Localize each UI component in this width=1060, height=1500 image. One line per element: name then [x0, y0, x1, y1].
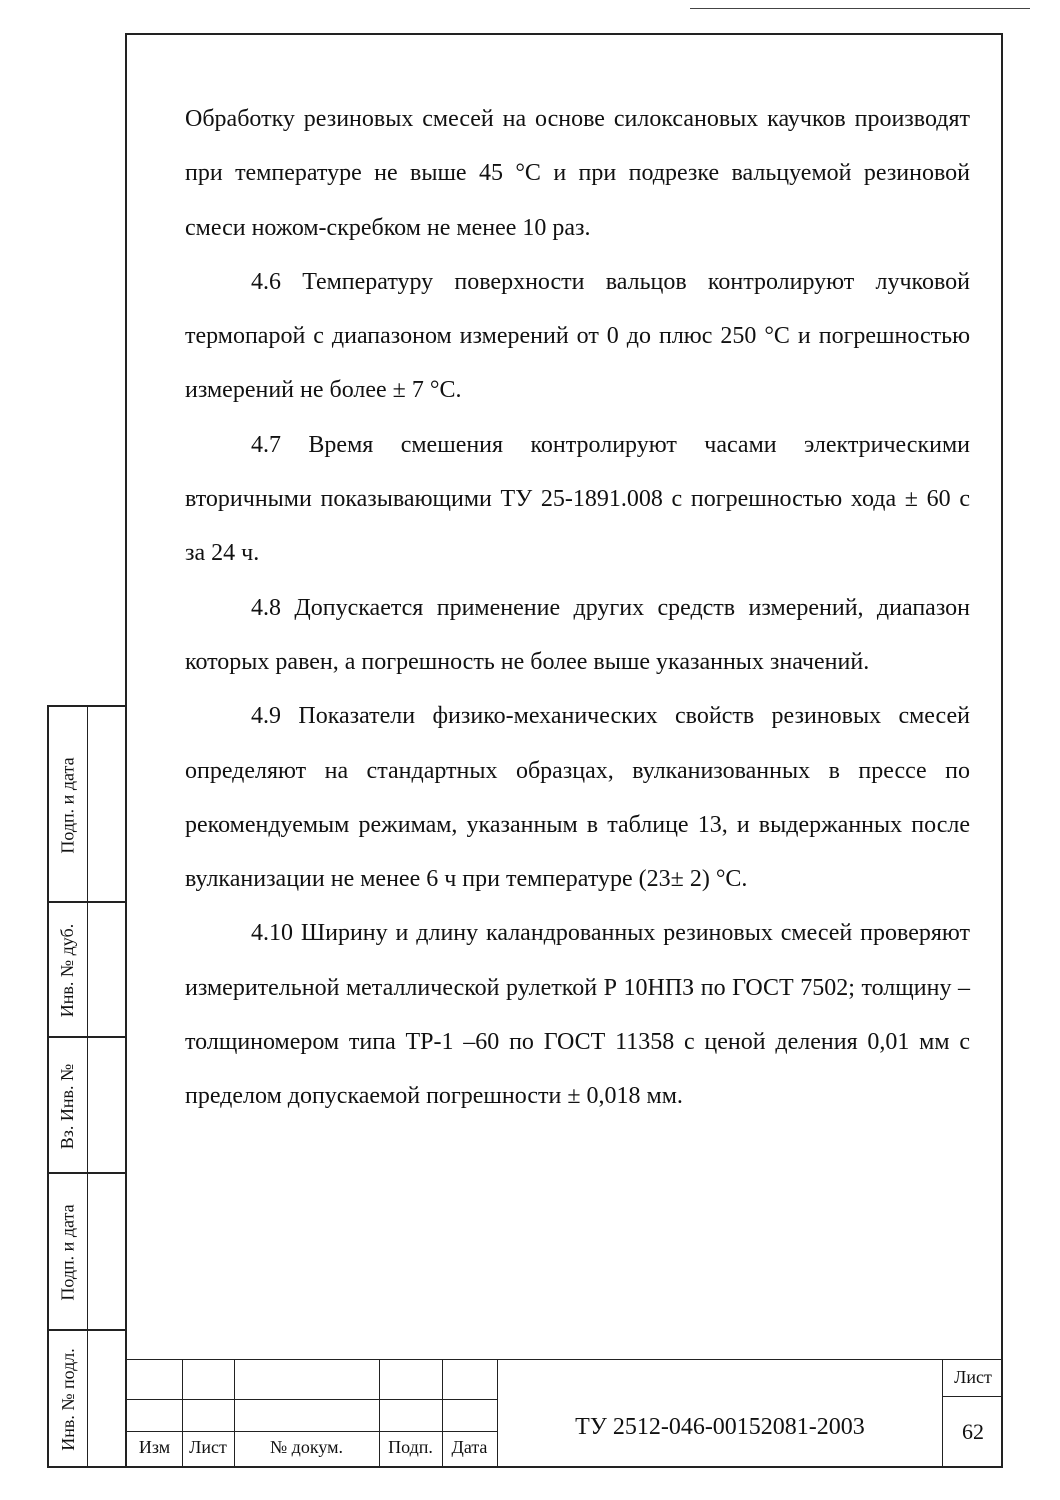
tb-line: [942, 1396, 1001, 1397]
tb-line: [127, 1359, 1001, 1360]
stamp-label: Вз. Инв. №: [57, 1063, 78, 1149]
stamp-label: Подп. и дата: [57, 756, 78, 854]
document-code: ТУ 2512-046-00152081-2003: [575, 1414, 865, 1440]
stamp-cell-inv-dub: [49, 903, 87, 1038]
stamp-cell-podp-data-1: [49, 707, 87, 903]
document-body: [185, 92, 970, 1124]
stamp-cell-vz-inv: [49, 1038, 87, 1174]
top-rule: [690, 8, 1030, 9]
stamp-cell-inv-podl: [49, 1331, 87, 1468]
paragraph-4-8: 4.8 Допускается применение других средств измерений, диапазон которых равен, а погрешность не более выше указанных значений.: [185, 594, 970, 675]
tb-line: [497, 1359, 498, 1466]
title-block: [127, 1359, 1001, 1466]
stamp-label: Инв. № подл.: [57, 1348, 78, 1451]
paragraph-4-10: 4.10 Ширину и длину каландрованных резиновых смесей проверяют измерительной металлической рулеткой Р 10НПЗ по ГОСТ 7502; толщину – толщиномером типа ТР-1 –60 по ГОСТ 11358 с ценой деления 0,01 мм с пределом допускаемой погрешности ± 0,018 мм.: [185, 920, 970, 1110]
tb-izm-label: Изм: [138, 1437, 171, 1457]
paragraph-4-6: 4.6 Температуру поверхности вальцов контролируют лучковой термопарой с диапазоном измерений от 0 до плюс 250 °С и погрешностью измерений не более ± 7 °С.: [185, 268, 970, 404]
paragraph-4-7: 4.7 Время смешения контролируют часами электрическими вторичными показывающими ТУ 25-1891.008 с погрешностью хода ± 60 с за 24 ч.: [185, 431, 970, 567]
sheet-number: 62: [962, 1419, 984, 1444]
stamp-label: Подп. и дата: [57, 1204, 78, 1301]
stamp-label: Инв. № дуб.: [57, 923, 78, 1018]
side-stamp: [47, 705, 127, 1468]
tb-line: [942, 1359, 943, 1466]
stamp-cell-podp-data-2: [49, 1174, 87, 1331]
paragraph-intro: Обработку резиновых смесей на основе силоксановых каучков производят при температуре не выше 45 °С и при подрезке вальцуемой резиновой смеси ножом-скребком не менее 10 раз.: [185, 106, 970, 241]
tb-podp-label: Подп.: [388, 1437, 433, 1457]
paragraph-4-9: 4.9 Показатели физико-механических свойств резиновых смесей определяют на стандартных образцах, вулканизованных в прессе по рекомендуемым режимам, указанным в таблице 13, и выдержанных после вулканизации не менее 6 ч при температуре (23± 2) °С.: [185, 703, 970, 893]
sheet-label: Лист: [954, 1367, 992, 1387]
tb-list-label: Лист: [189, 1437, 227, 1457]
tb-dokum-label: № докум.: [270, 1437, 343, 1457]
tb-data-label: Дата: [451, 1437, 488, 1457]
